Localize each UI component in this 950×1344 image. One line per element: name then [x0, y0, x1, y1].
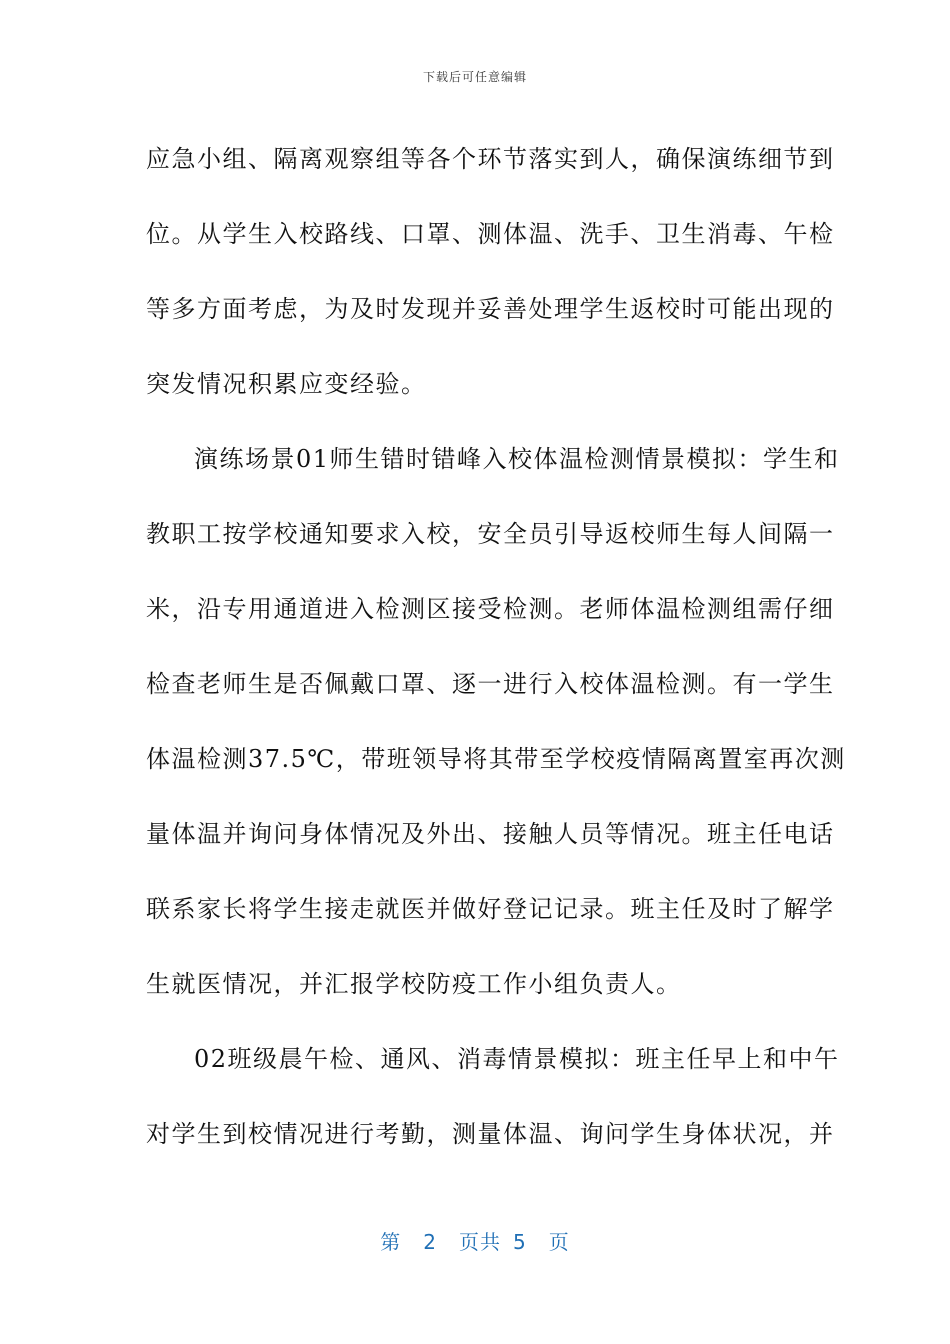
current-page-number: 2: [423, 1230, 437, 1254]
document-body: [146, 122, 846, 1172]
text-line: 教职工按学校通知要求入校，安全员引导返校师生每人间隔一: [146, 520, 835, 548]
text-line: 体温检测37.5℃，带班领导将其带至学校疫情隔离置室再次测: [146, 745, 846, 773]
page-label-prefix: 第: [380, 1230, 402, 1254]
paragraph-start-line: 02班级晨午检、通风、消毒情景模拟：班主任早上和中午: [194, 1045, 840, 1073]
text-line: 应急小组、隔离观察组等各个环节落实到人，确保演练细节到: [146, 145, 835, 173]
text-line: 对学生到校情况进行考勤，测量体温、询问学生身体状况，并: [146, 1120, 835, 1148]
text-line: 量体温并询问身体情况及外出、接触人员等情况。班主任电话: [146, 820, 835, 848]
header-note: 下载后可任意编辑: [422, 70, 527, 84]
text-line: 联系家长将学生接走就医并做好登记记录。班主任及时了解学: [146, 895, 835, 923]
page-label-mid: 页共: [459, 1230, 501, 1254]
page-label-suffix: 页: [548, 1230, 570, 1254]
text-line: 米，沿专用通道进入检测区接受检测。老师体温检测组需仔细: [146, 595, 835, 623]
text-line: 生就医情况，并汇报学校防疫工作小组负责人。: [146, 970, 682, 998]
text-line: 检查老师生是否佩戴口罩、逐一进行入校体温检测。有一学生: [146, 670, 835, 698]
text-line: 等多方面考虑，为及时发现并妥善处理学生返校时可能出现的: [146, 295, 835, 323]
text-line: 位。从学生入校路线、口罩、测体温、洗手、卫生消毒、午检: [146, 220, 835, 248]
paragraph-start-line: 演练场景01师生错时错峰入校体温检测情景模拟：学生和: [194, 445, 840, 473]
total-pages-number: 5: [513, 1230, 527, 1254]
text-line: 突发情况积累应变经验。: [146, 370, 427, 398]
page-footer: [0, 1226, 950, 1255]
